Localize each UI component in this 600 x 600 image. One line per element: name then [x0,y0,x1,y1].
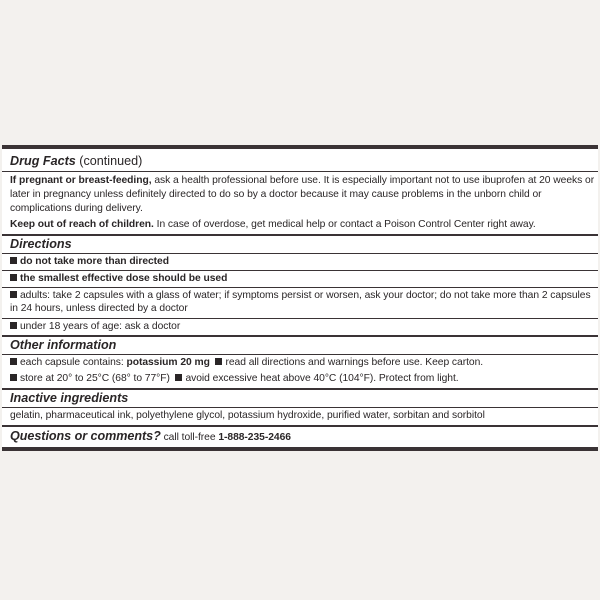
keep-out-of-reach [10,218,536,231]
divider [2,425,598,427]
directions-item-continued: in 24 hours, unless directed by a doctor [10,303,188,314]
directions-item [10,289,591,302]
divider [2,407,598,408]
questions-title: Questions or comments? [10,429,161,443]
divider [2,388,598,390]
pregnancy-warning-text-1: ask a health professional before use. It is especially important not to use ibuprofen at 20 weeks or [151,175,595,186]
keep-out-text: In case of overdose, get medical help or contact a Poison Control Center right away. [153,219,536,230]
bullet-square-icon [10,274,17,281]
drug-facts-panel [2,145,598,451]
directions-item-text: under 18 years of age: ask a doctor [20,321,181,332]
directions-item-text: do not take more than directed [20,256,169,267]
drug-facts-title: Drug Facts [10,154,76,168]
bullet-square-icon [10,358,17,365]
pregnancy-warning-line-2: later in pregnancy unless definitely directed to do so by a doctor because it may cause problems in the unborn child or [10,189,542,200]
divider [2,287,598,288]
inactive-ingredients-text: gelatin, pharmaceutical ink, polyethylene glycol, potassium hydroxide, purified water, sorbitan and sorbitol [10,410,485,421]
divider [2,318,598,319]
drug-facts-header [10,154,142,169]
pregnancy-warning-bold: If pregnant or breast-feeding, [10,175,152,186]
heat-warning-text: avoid excessive heat above 40°C (104°F). Protect from light. [185,373,459,384]
divider [2,253,598,254]
directions-item [10,272,227,285]
directions-item-text: the smallest effective dose should be used [20,273,228,284]
capsule-contents-value: potassium 20 mg [126,357,210,368]
capsule-contents-label: each capsule contains: [20,357,127,368]
questions-line [10,430,291,444]
other-info-line-1 [10,356,483,369]
inactive-ingredients-title: Inactive ingredients [10,391,129,405]
other-information-title: Other information [10,338,117,352]
storage-text: store at 20° to 25°C (68° to 77°F) [20,373,170,384]
divider [2,354,598,355]
directions-item [10,255,169,268]
bullet-square-icon [10,257,17,264]
bullet-square-icon [10,322,17,329]
divider [2,270,598,271]
directions-title: Directions [10,237,72,251]
divider [2,234,598,236]
keep-out-bold: Keep out of reach of children. [10,219,154,230]
read-directions-text: read all directions and warnings before use. Keep carton. [225,357,484,368]
divider [2,335,598,337]
divider [2,171,598,172]
bullet-square-icon [10,291,17,298]
directions-item-text: adults: take 2 capsules with a glass of water; if symptoms persist or worsen, ask your doctor; do not take more than 2 capsules [20,290,591,301]
drug-facts-continued: (continued) [75,154,143,168]
questions-text: call toll-free [160,432,219,443]
bullet-square-icon [215,358,222,365]
bullet-square-icon [175,374,182,381]
bullet-square-icon [10,374,17,381]
phone-number: 1-888-235-2466 [218,432,291,443]
pregnancy-warning-line-3: complications during delivery. [10,203,143,214]
pregnancy-warning-line-1 [10,174,594,187]
directions-item [10,320,180,333]
other-info-line-2 [10,372,459,385]
